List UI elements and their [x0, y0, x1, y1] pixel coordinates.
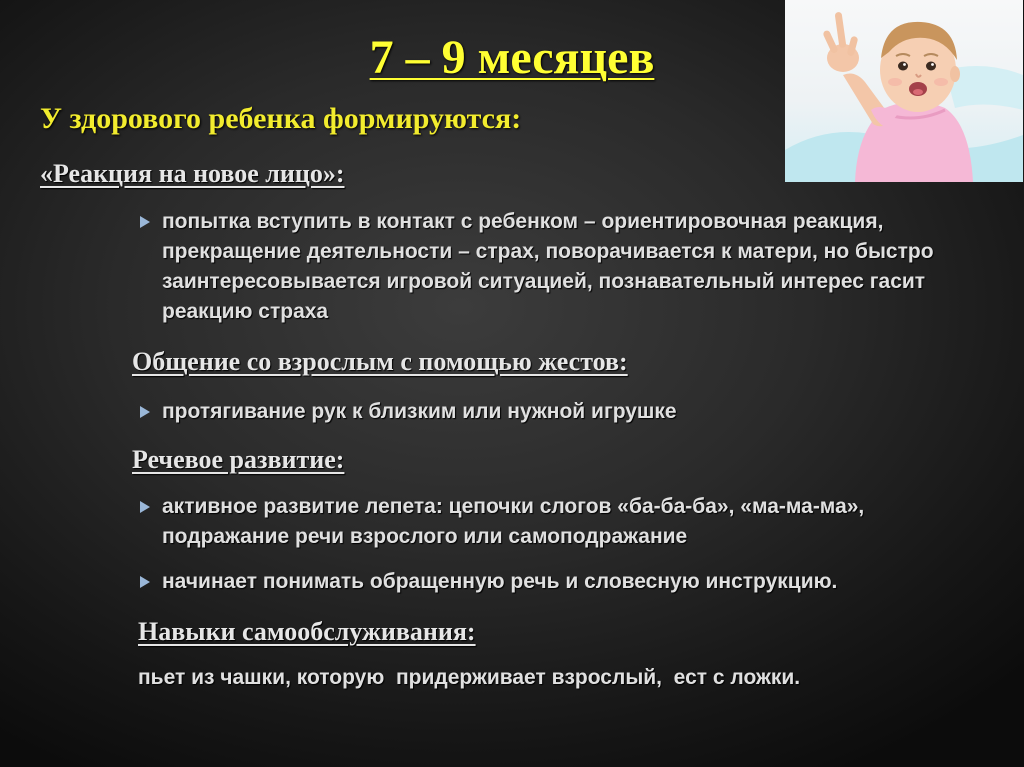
slide-subtitle: У здорового ребенка формируются: [40, 102, 522, 135]
bullet-item [140, 397, 994, 427]
bullet-text: протягивание рук к близким или нужной игрушке [162, 400, 677, 423]
heading-self-care-skills: Навыки самообслуживания: [138, 617, 476, 646]
heading-speech-development: Речевое развитие: [132, 445, 345, 474]
heading-new-face-reaction: «Реакция на новое лицо»: [40, 159, 345, 188]
bullet-item [140, 567, 1004, 597]
bullet-item [140, 207, 994, 327]
triangle-bullet-icon [140, 406, 150, 418]
triangle-bullet-icon [140, 216, 150, 228]
bullet-item [140, 492, 994, 552]
triangle-bullet-icon [140, 501, 150, 513]
bullet-text: активное развитие лепета: цепочки слогов «ба-ба-ба», «ма-ма-ма», подражание речи взрослого или самоподражание [162, 495, 865, 548]
heading-gesture-communication: Общение со взрослым с помощью жестов: [132, 347, 628, 376]
bullet-text: попытка вступить в контакт с ребенком – ориентировочная реакция, прекращение деятельности – страх, поворачивается к матери, но быстро заинтересовывается игровой ситуацией, познавательный интерес гасит реакцию страха [162, 210, 934, 323]
baby-waving-photo [785, 0, 1023, 182]
bullet-text: начинает понимать обращенную речь и словесную инструкцию. [162, 570, 838, 593]
triangle-bullet-icon [140, 576, 150, 588]
self-care-text: пьет из чашки, которую придерживает взрослый, ест с ложки. [138, 666, 801, 689]
slide-title: 7 – 9 месяцев [369, 31, 655, 84]
